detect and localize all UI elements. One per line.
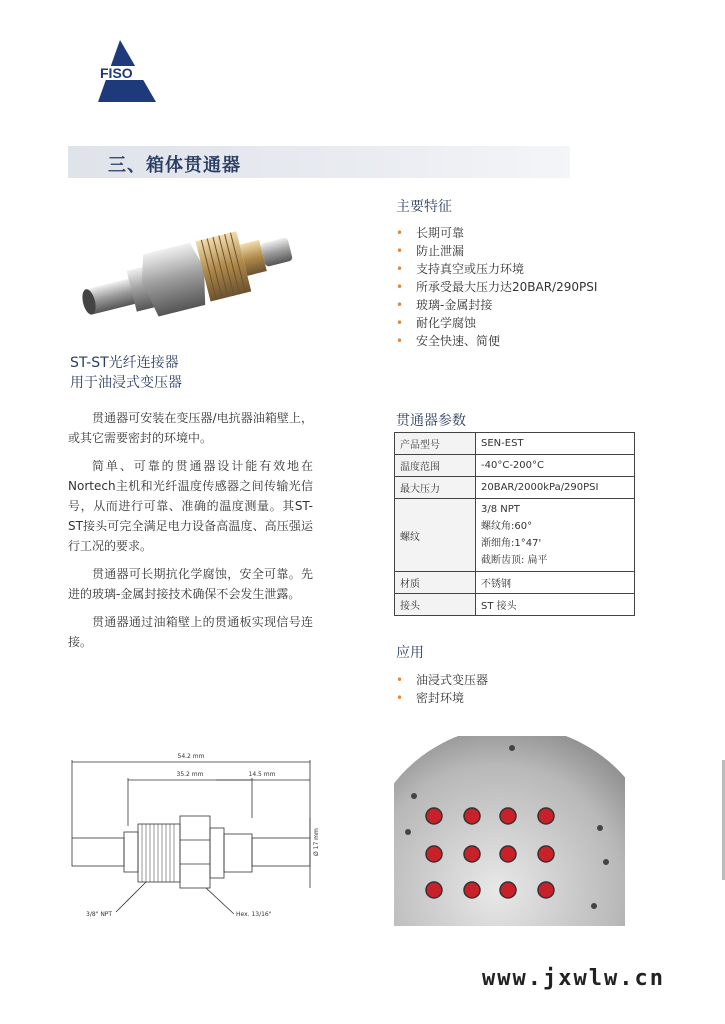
bullet-icon: • — [396, 226, 404, 240]
bullet-icon: • — [396, 691, 404, 705]
connector-photo — [78, 214, 298, 324]
applications-heading: 应用 — [396, 645, 424, 661]
list-item: • 耐化学腐蚀 — [396, 316, 477, 330]
list-item: • 支持真空或压力环境 — [396, 262, 525, 276]
params-heading: 贯通器参数 — [396, 413, 466, 429]
table-row: 温度范围 -40°C-200°C — [395, 455, 635, 477]
description-paragraph: 简单、可靠的贯通器设计能有效地在Nortech主机和光纤温度传感器之间传输光信号，从而进行可靠、准确的温度测量。其ST-ST接头可完全满足电力设备高温度、高压强运行工况的要求。 — [68, 459, 313, 553]
dim-right-label: 14.5 mm — [248, 771, 276, 778]
table-row: 螺纹 3/8 NPT 螺纹角:60° 渐细角:1°47' 截断齿顶: 扁平 — [395, 499, 635, 572]
dim-total-label: 54.2 mm — [177, 753, 205, 760]
bullet-icon: • — [396, 334, 404, 348]
bullet-icon: • — [396, 673, 404, 687]
section-title: 三、箱体贯通器 — [108, 155, 241, 176]
description-paragraph: 贯通器可安装在变压器/电抗器油箱壁上，或其它需要密封的环境中。 — [68, 411, 313, 445]
features-list — [396, 224, 597, 350]
table-row: 接头 ST 接头 — [395, 594, 635, 616]
table-row: 材质 不锈钢 — [395, 572, 635, 594]
dim-left-label: 35.2 mm — [176, 771, 204, 778]
bullet-icon: • — [396, 316, 404, 330]
list-item: • 所承受最大压力达20BAR/290PSI — [396, 280, 598, 294]
fiso-logo — [98, 40, 158, 102]
dim-diameter-label: Ø 17 mm — [313, 828, 320, 856]
bullet-icon: • — [396, 298, 404, 312]
description-paragraph: 贯通器可长期抗化学腐蚀，安全可靠。先进的玻璃-金属封接技术确保不会发生泄露。 — [68, 567, 313, 601]
feedthrough-plate-photo — [394, 736, 625, 926]
list-item: • 安全快速、简便 — [396, 334, 501, 348]
description — [68, 408, 313, 660]
watermark: www.jxwlw.cn — [482, 966, 665, 991]
table-row: 最大压力 20BAR/2000kPa/290PSI — [395, 477, 635, 499]
hex-label: Hex. 13/16" — [236, 911, 272, 918]
bullet-icon: • — [396, 244, 404, 258]
bullet-icon: • — [396, 280, 404, 294]
logo-text: FISO — [100, 65, 133, 81]
bullet-icon: • — [396, 262, 404, 276]
list-item: • 玻璃-金属封接 — [396, 298, 493, 312]
table-row: 产品型号 SEN-EST — [395, 433, 635, 455]
params-table — [394, 432, 635, 616]
list-item: • 长期可靠 — [396, 226, 465, 240]
description-paragraph: 贯通器通过油箱壁上的贯通板实现信号连接。 — [68, 615, 313, 649]
caption-line-1: ST-ST光纤连接器 — [70, 355, 179, 371]
dimension-drawing — [56, 748, 346, 928]
applications-list — [396, 671, 488, 707]
thread-label: 3/8" NPT — [86, 911, 113, 918]
list-item: • 防止泄漏 — [396, 244, 465, 258]
list-item: • 油浸式变压器 — [396, 673, 489, 687]
features-heading: 主要特征 — [396, 199, 452, 215]
list-item: • 密封环境 — [396, 691, 465, 705]
caption-line-2: 用于油浸式变压器 — [70, 375, 182, 391]
